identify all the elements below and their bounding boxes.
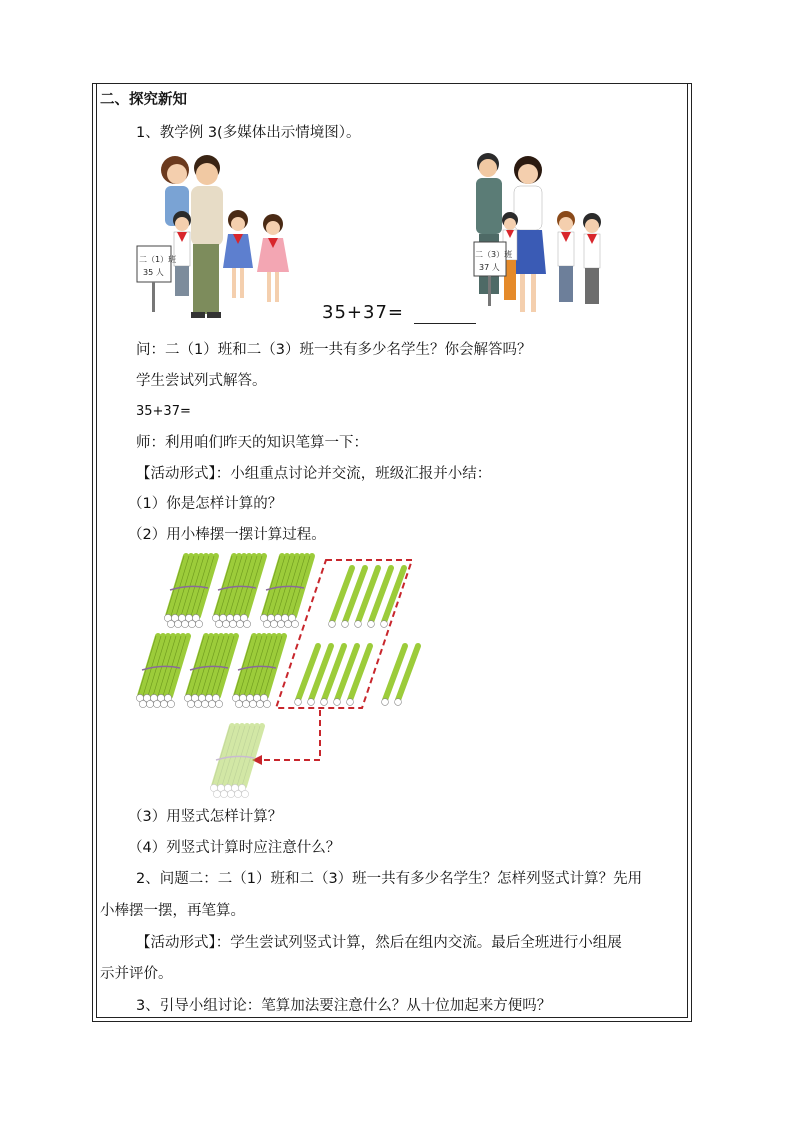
teacher-line: 师：利用咱们昨天的知识笔算一下： <box>136 435 368 451</box>
item-3: 3、引导小组讨论：笔算加法要注意什么？从十位加起来方便吗？ <box>136 998 552 1014</box>
scene-right-illustration <box>470 150 615 320</box>
sub-question-2: （2）用小棒摆一摆计算过程。 <box>128 527 326 543</box>
item-2-line-2: 小棒摆一摆，再笔算。 <box>100 903 245 919</box>
sub-question-1: （1）你是怎样计算的？ <box>128 496 283 512</box>
scene-left-illustration <box>135 150 295 330</box>
section-title: 二、探究新知 <box>100 92 187 108</box>
sign-left-line1: 二（1）班 <box>139 255 177 264</box>
formula: 35+37= <box>136 404 191 419</box>
single-stick <box>395 646 418 705</box>
stick-bundle <box>136 636 188 708</box>
stick-bundle <box>210 726 262 798</box>
stick-bundle <box>164 556 216 628</box>
activity-2-line-2: 示并评价。 <box>100 966 173 982</box>
item-2-line-1: 2、问题二：二（1）班和二（3）班一共有多少名学生？怎样列竖式计算？先用 <box>136 871 643 887</box>
sign-right-line1: 二（3）班 <box>475 250 513 259</box>
grouping-arrow <box>258 710 320 760</box>
stick-bundle <box>184 636 236 708</box>
single-stick <box>347 646 370 705</box>
stick-bundle <box>232 636 284 708</box>
sign-left-line2: 35 人 <box>143 268 164 277</box>
activity-1: 【活动形式】：小组重点讨论并交流，班级汇报并小结： <box>136 466 492 482</box>
sticks-illustration <box>130 552 450 797</box>
single-stick <box>381 568 404 627</box>
item-1: 1、教学例 3(多媒体出示情境图）。 <box>136 125 361 141</box>
sub-question-4: （4）列竖式计算时应注意什么？ <box>128 840 341 856</box>
question: 问：二（1）班和二（3）班一共有多少名学生？你会解答吗？ <box>136 342 532 358</box>
stick-bundle <box>260 556 312 628</box>
activity-2-line-1: 【活动形式】：学生尝试列竖式计算，然后在组内交流。最后全班进行小组展 <box>136 935 622 951</box>
sub-question-3: （3）用竖式怎样计算？ <box>128 809 283 825</box>
sign-right-line2: 37 人 <box>479 263 500 272</box>
student-try: 学生尝试列式解答。 <box>136 373 267 389</box>
stick-bundle <box>212 556 264 628</box>
scene-equation: 35+37= <box>322 302 404 323</box>
equation-blank <box>414 323 476 324</box>
